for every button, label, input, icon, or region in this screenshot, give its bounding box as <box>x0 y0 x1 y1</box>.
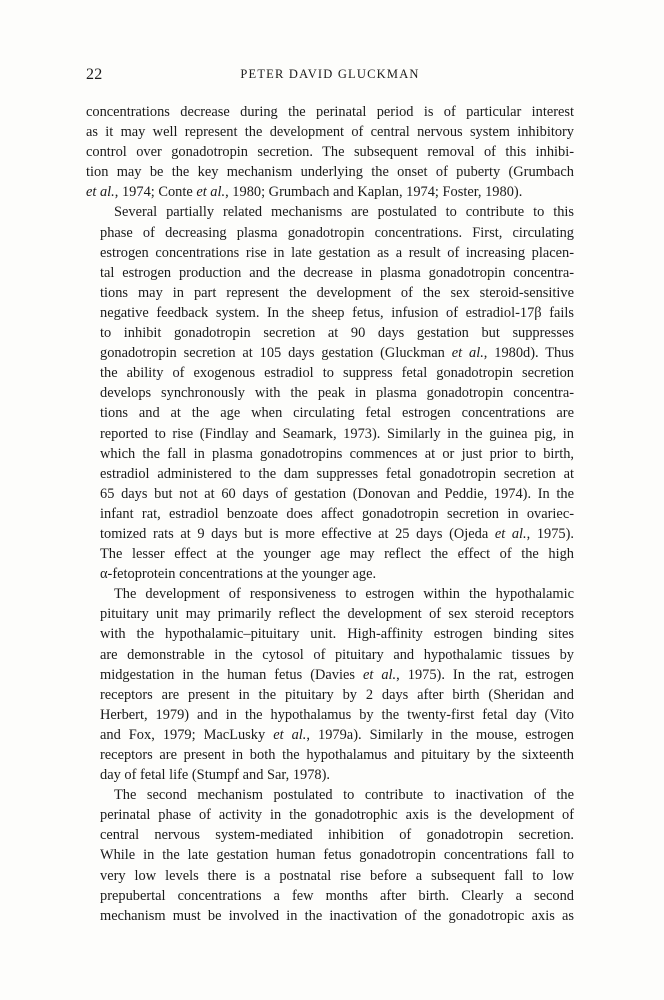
text-line: The lesser effect at the younger age may reflect the effect of the high <box>100 546 574 563</box>
text-line: are demonstrable in the cytosol of pituitary and hypothalamic tissues by <box>100 646 574 663</box>
text-line: α-fetoprotein concentrations at the younger age. <box>100 566 377 583</box>
paragraph-2 <box>86 202 574 584</box>
text-line: tal estrogen production and the decrease in plasma gonadotropin concentra- <box>100 264 574 281</box>
text-line: tomized rats at 9 days but is more effective at 25 days (Ojeda et al., 1975). <box>100 525 574 542</box>
text-line: control over gonadotropin secretion. The subsequent removal of this inhibi- <box>86 144 574 161</box>
text-line: concentrations decrease during the perinatal period is of particular interest <box>86 104 574 120</box>
text-line: very low levels there is a postnatal rise before a subsequent fall to low <box>100 867 574 884</box>
text-line: Herbert, 1979) and in the hypothalamus by the twenty-first fetal day (Vito <box>100 706 574 723</box>
text-line: estrogen concentrations rise in late gestation as a result of increasing placen- <box>100 244 574 261</box>
text-line: the ability of exogenous estradiol to suppress fetal gonadotropin secretion <box>100 365 574 382</box>
text-line: which the fall in plasma gonadotropins commences at or just prior to birth, <box>100 445 574 462</box>
text-line: The development of responsiveness to estrogen within the hypothalamic <box>114 586 574 603</box>
text-line: While in the late gestation human fetus gonadotropin concentrations fall to <box>100 847 574 864</box>
running-head <box>86 66 574 88</box>
text-line: with the hypothalamic–pituitary unit. High-affinity estrogen binding sites <box>100 626 574 643</box>
text-line: 65 days but not at 60 days of gestation (Donovan and Peddie, 1974). In the <box>100 485 574 502</box>
text-line: negative feedback system. In the sheep fetus, infusion of estradiol-17β fails <box>100 304 574 321</box>
text-line: Several partially related mechanisms are postulated to contribute to this <box>114 204 574 221</box>
paragraph-4 <box>86 785 574 926</box>
page-number: 22 <box>86 66 103 83</box>
text-line: central nervous system-mediated inhibition of gonadotropin secretion. <box>100 827 574 844</box>
text-line: day of fetal life (Stumpf and Sar, 1978). <box>100 767 331 784</box>
running-title: PETER DAVID GLUCKMAN <box>240 67 420 81</box>
text-line: receptors are present in both the hypothalamus and pituitary by the sixteenth <box>100 747 574 763</box>
text-line: develops synchronously with the peak in plasma gonadotropin concentra- <box>100 385 574 402</box>
text-line: estradiol administered to the dam suppresses fetal gonadotropin secretion at <box>100 465 574 482</box>
body-text <box>86 102 574 926</box>
paragraph-3 <box>86 584 574 785</box>
text-line: phase of decreasing plasma gonadotropin concentrations. First, circulating <box>100 224 574 241</box>
text-line: et al., 1974; Conte et al., 1980; Grumbach and Kaplan, 1974; Foster, 1980). <box>86 184 523 201</box>
text-line: mechanism must be involved in the inactivation of the gonadotropic axis as <box>100 907 574 924</box>
text-line: midgestation in the human fetus (Davies et al., 1975). In the rat, estrogen <box>100 666 574 683</box>
text-line: gonadotropin secretion at 105 days gestation (Gluckman et al., 1980d). Thus <box>100 345 575 362</box>
text-line: as it may well represent the development of central nervous system inhibitory <box>86 124 574 141</box>
text-line: The second mechanism postulated to contribute to inactivation of the <box>114 787 574 804</box>
text-line: tions and at the age when circulating fetal estrogen concentrations are <box>100 405 574 422</box>
text-line: reported to rise (Findlay and Seamark, 1973). Similarly in the guinea pig, in <box>100 425 574 442</box>
text-line: receptors are present in the pituitary by 2 days after birth (Sheridan and <box>100 686 574 703</box>
paragraph-1 <box>86 102 574 202</box>
text-line: pituitary unit may primarily reflect the development of sex steroid receptors <box>100 606 574 623</box>
text-line: to inhibit gonadotropin secretion at 90 days gestation but suppresses <box>100 325 574 342</box>
text-line: and Fox, 1979; MacLusky et al., 1979a). Similarly in the mouse, estrogen <box>100 726 574 743</box>
text-line: tions may in part represent the development of the sex steroid-sensitive <box>100 284 574 301</box>
text-line: perinatal phase of activity in the gonadotrophic axis is the development of <box>100 807 574 824</box>
text-line: prepubertal concentrations a few months after birth. Clearly a second <box>100 887 574 904</box>
text-line: tion may be the key mechanism underlying the onset of puberty (Grumbach <box>86 164 574 181</box>
text-line: infant rat, estradiol benzoate does affect gonadotropin secretion in ovariec- <box>100 505 574 522</box>
